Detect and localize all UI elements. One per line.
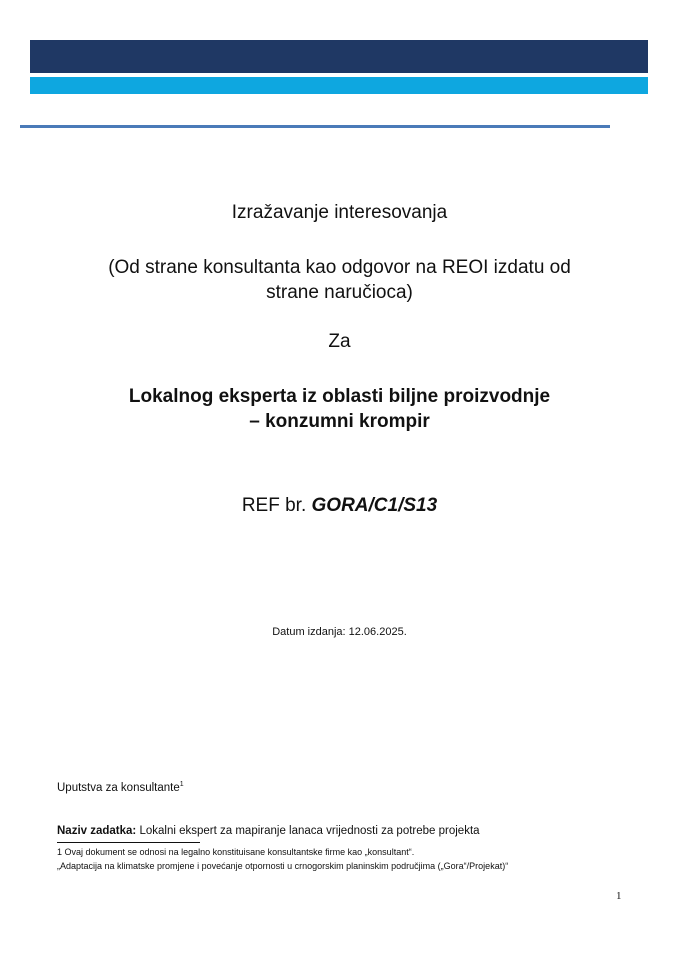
instructions-heading	[57, 781, 184, 794]
task-value: Lokalni ekspert za mapiranje lanaca vrijednosti za potrebe projekta	[136, 825, 480, 837]
header-rule	[20, 125, 610, 128]
footnote-separator	[57, 842, 200, 843]
doc-subtitle-line-2: strane naručioca)	[266, 282, 413, 303]
doc-subtitle-line-1: (Od strane konsultanta kao odgovor na REOI izdatu od	[108, 257, 571, 278]
footnote-mark: 1	[179, 781, 184, 788]
doc-position-line-1: Lokalnog eksperta iz oblasti biljne proizvodnje	[128, 386, 551, 407]
doc-subtitle	[0, 255, 679, 305]
footnote-1: 1 Ovaj dokument se odnosi na legalno konstituisane konsultantske firme kao „konsultant“.	[57, 847, 415, 857]
doc-for: Za	[328, 331, 351, 352]
header-band-dark	[30, 40, 648, 73]
task-label: Naziv zadatka:	[57, 825, 137, 837]
ref-code: GORA/C1/S13	[311, 495, 438, 516]
doc-position-line-2: – konzumni krompir	[249, 411, 430, 432]
header-band-light	[30, 77, 648, 94]
issue-date: Datum izdanja: 12.06.2025.	[272, 626, 407, 638]
ref-prefix: REF br.	[241, 495, 307, 516]
doc-position	[0, 384, 679, 434]
page-number: 1	[616, 890, 622, 902]
doc-title: Izražavanje interesovanja	[231, 202, 448, 223]
instructions-label: Uputstva za konsultante	[57, 781, 180, 794]
task-name	[57, 825, 480, 837]
doc-reference	[0, 495, 679, 517]
footnote-2: „Adaptacija na klimatske promjene i povećanje otpornosti u crnogorskim planinskim područjima („Gora“/Projekat)“	[57, 861, 509, 871]
